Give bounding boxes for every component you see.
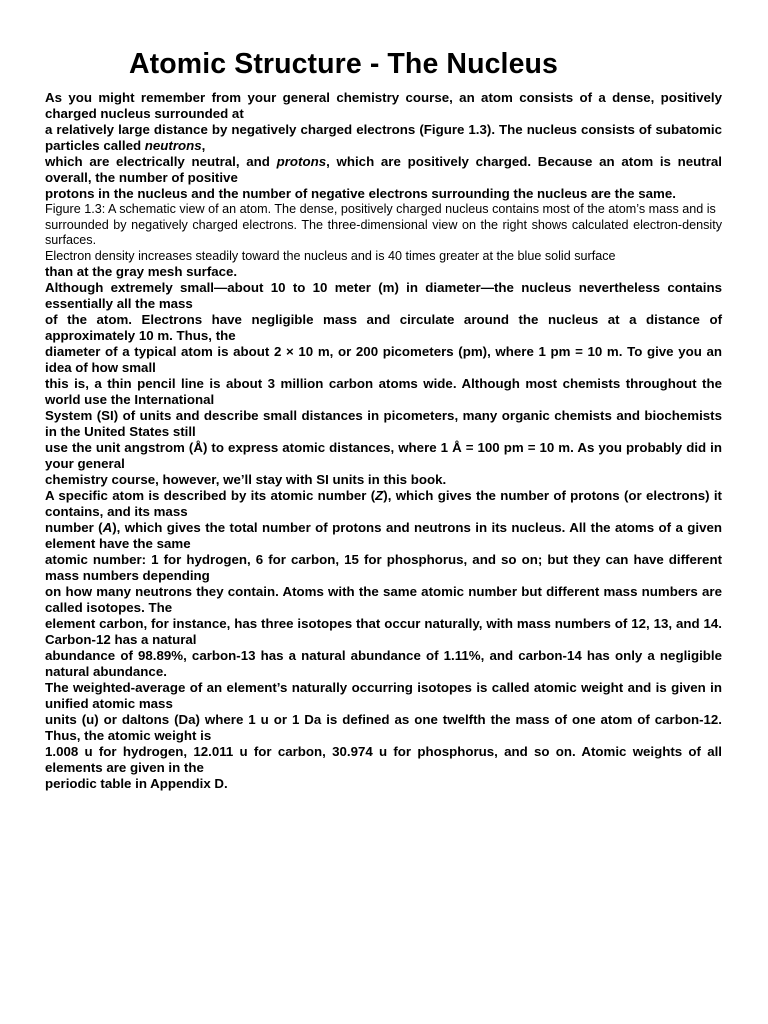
- paragraph-line: 1.008 u for hydrogen, 12.011 u for carbon, 30.974 u for phosphorus, and so on. Atomic weights of all elements are given in the: [45, 744, 722, 775]
- atomic-weight-section: [45, 680, 722, 792]
- document-page: [45, 46, 722, 792]
- paragraph-line: which are electrically neutral, and protons, which are positively charged. Because an atom is neutral overall, the number of positive: [45, 154, 722, 185]
- paragraph-line: of the atom. Electrons have negligible mass and circulate around the nucleus at a distance of approximately 10 m. Thus, the: [45, 312, 722, 343]
- page-title: Atomic Structure - The Nucleus: [129, 48, 558, 80]
- paragraph-line: atomic number: 1 for hydrogen, 6 for carbon, 15 for phosphorus, and so on; but they can have different mass numbers depending: [45, 552, 722, 583]
- paragraph-line: this is, a thin pencil line is about 3 million carbon atoms wide. Although most chemists throughout the world use the International: [45, 376, 722, 407]
- paragraph-line: number (A), which gives the total number of protons and neutrons in its nucleus. All the atoms of a given element have the same: [45, 520, 722, 551]
- paragraph-line: units (u) or daltons (Da) where 1 u or 1 Da is defined as one twelfth the mass of one atom of carbon-12. Thus, the atomic weight is: [45, 712, 722, 743]
- paragraph-line: Although extremely small—about 10 to 10 meter (m) in diameter—the nucleus nevertheless contains essentially all the mass: [45, 280, 722, 311]
- paragraph-line: element carbon, for instance, has three isotopes that occur naturally, with mass numbers of 12, 13, and 14. Carbon-12 has a natural: [45, 616, 722, 647]
- paragraph-line: on how many neutrons they contain. Atoms with the same atomic number but different mass numbers are called isotopes. The: [45, 584, 722, 615]
- paragraph-line: As you might remember from your general chemistry course, an atom consists of a dense, positively charged nucleus surrounded at: [45, 90, 722, 121]
- caption-line: Figure 1.3: A schematic view of an atom. The dense, positively charged nucleus contains most of the atom’s mass and is: [45, 202, 716, 216]
- paragraph-line: use the unit angstrom (Å) to express atomic distances, where 1 Å = 100 pm = 10 m. As you probably did in your general: [45, 440, 722, 471]
- paragraph-line: A specific atom is described by its atomic number (Z), which gives the number of protons (or electrons) it contains, and its mass: [45, 488, 722, 519]
- figure-caption: [45, 202, 722, 264]
- emphasis-term: A: [102, 520, 113, 535]
- atomic-number-section: [45, 488, 722, 680]
- emphasis-term: neutrons: [144, 138, 202, 153]
- paragraph-line: System (SI) of units and describe small distances in picometers, many organic chemists and biochemists in the United States still: [45, 408, 722, 439]
- caption-line: surrounded by negatively charged electrons. The three-dimensional view on the right shows calculated electron-density surfaces.: [45, 217, 722, 247]
- paragraph-line: diameter of a typical atom is about 2 × 10 m, or 200 picometers (pm), where 1 pm = 10 m. To give you an idea of how small: [45, 344, 722, 375]
- paragraph-line: than at the gray mesh surface.: [45, 264, 238, 279]
- emphasis-term: protons: [276, 154, 327, 169]
- paragraph-line: periodic table in Appendix D.: [45, 776, 228, 791]
- paragraph-line: chemistry course, however, we’ll stay with SI units in this book.: [45, 472, 447, 487]
- caption-line: Electron density increases steadily toward the nucleus and is 40 times greater at the blue solid surface: [45, 248, 616, 263]
- intro-section: [45, 90, 722, 202]
- nucleus-size-section: [45, 264, 722, 488]
- paragraph-line: abundance of 98.89%, carbon-13 has a natural abundance of 1.11%, and carbon-14 has only a negligible natural abundance.: [45, 648, 722, 679]
- paragraph-line: a relatively large distance by negatively charged electrons (Figure 1.3). The nucleus consists of subatomic particles called neutrons,: [45, 122, 722, 153]
- paragraph-line: protons in the nucleus and the number of negative electrons surrounding the nucleus are the same.: [45, 186, 676, 201]
- paragraph-line: The weighted-average of an element’s naturally occurring isotopes is called atomic weight and is given in unified atomic mass: [45, 680, 722, 711]
- emphasis-term: Z: [375, 488, 384, 503]
